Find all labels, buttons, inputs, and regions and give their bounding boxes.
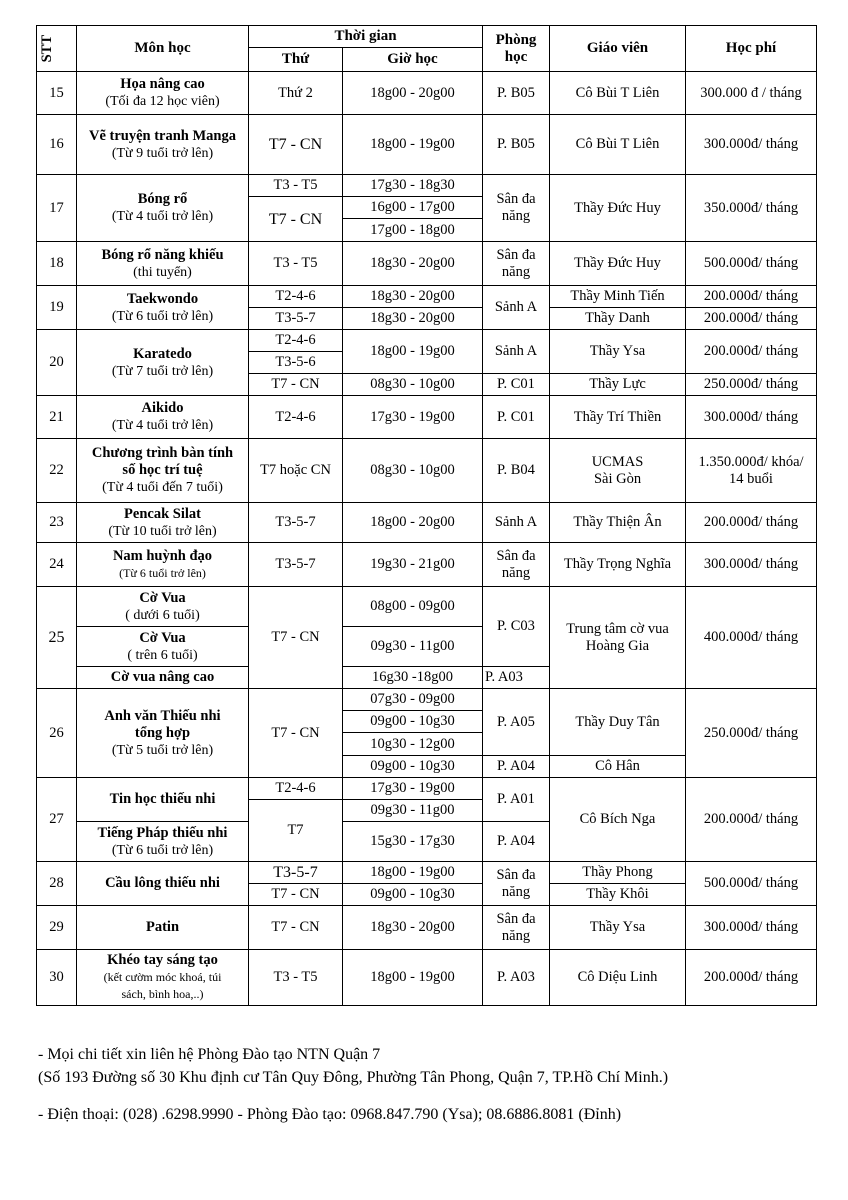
table-row	[37, 115, 817, 175]
fee-cell: 200.000đ/ tháng	[686, 950, 817, 1006]
room-cell: Sân đa năng	[483, 242, 550, 286]
time-cell: 18g00 - 19g00	[343, 862, 483, 884]
time-cell: 15g30 - 17g30	[343, 822, 483, 862]
time-header: Thời gian	[249, 26, 483, 48]
room-cell: P. A03	[483, 667, 550, 689]
time-cell: 17g00 - 18g00	[343, 219, 483, 242]
row-number: 30	[37, 950, 77, 1006]
day-cell: T3-5-7	[249, 543, 343, 587]
room-cell: Sân đa năng	[483, 175, 550, 242]
time-cell: 08g30 - 10g00	[343, 374, 483, 396]
room-cell: Sảnh A	[483, 286, 550, 330]
fee-cell: 500.000đ/ tháng	[686, 862, 817, 906]
subject-cell: Bóng rổ năng khiếu (thi tuyển)	[77, 242, 249, 286]
teacher-cell: Thầy Danh	[550, 308, 686, 330]
table-row	[37, 950, 817, 1006]
table-row	[37, 543, 817, 587]
day-cell: T7 hoặc CN	[249, 439, 343, 503]
room-cell: P. A04	[483, 822, 550, 862]
subject-cell: Chương trình bàn tính số học trí tuệ (Từ 4 tuổi đến 7 tuổi)	[77, 439, 249, 503]
room-cell: Sảnh A	[483, 503, 550, 543]
time-cell: 17g30 - 19g00	[343, 778, 483, 800]
fee-cell: 500.000đ/ tháng	[686, 242, 817, 286]
schedule-table	[36, 25, 817, 1006]
subject-cell: Karatedo (Từ 7 tuổi trở lên)	[77, 330, 249, 396]
row-number: 26	[37, 689, 77, 778]
teacher-cell: Thầy Thiện Ân	[550, 503, 686, 543]
subject-cell: Cờ vua nâng cao	[77, 667, 249, 689]
fee-cell: 200.000đ/ tháng	[686, 286, 817, 308]
subject-cell: Tiếng Pháp thiếu nhi (Từ 6 tuổi trở lên)	[77, 822, 249, 862]
teacher-cell: UCMAS Sài Gòn	[550, 439, 686, 503]
fee-cell: 200.000đ/ tháng	[686, 330, 817, 374]
teacher-cell: Thầy Ysa	[550, 906, 686, 950]
time-cell: 18g00 - 20g00	[343, 72, 483, 115]
fee-cell: 300.000đ/ tháng	[686, 906, 817, 950]
subject-cell: Patin	[77, 906, 249, 950]
day-cell: T3-5-6	[249, 352, 343, 374]
day-cell: T2-4-6	[249, 286, 343, 308]
table-row	[37, 587, 817, 627]
subject-cell: Pencak Silat (Từ 10 tuổi trở lên)	[77, 503, 249, 543]
subject-cell: Khéo tay sáng tạo (kết cườm móc khoá, túi sách, bình hoa,..)	[77, 950, 249, 1006]
subject-cell: Cờ Vua ( dưới 6 tuổi)	[77, 587, 249, 627]
time-cell: 18g00 - 19g00	[343, 115, 483, 175]
fee-cell: 300.000đ/ tháng	[686, 396, 817, 439]
table-row	[37, 396, 817, 439]
fee-cell: 300.000đ/ tháng	[686, 115, 817, 175]
day-cell: T3 - T5	[249, 175, 343, 197]
teacher-cell: Thầy Duy Tân	[550, 689, 686, 756]
table-row	[37, 286, 817, 308]
table-row	[37, 906, 817, 950]
row-number: 16	[37, 115, 77, 175]
time-cell: 10g30 - 12g00	[343, 733, 483, 756]
time-cell: 09g00 - 10g30	[343, 884, 483, 906]
contact-notes	[38, 1043, 818, 1126]
day-header: Thứ	[249, 48, 343, 72]
time-cell: 16g30 -18g00	[343, 667, 483, 689]
day-cell: Thứ 2	[249, 72, 343, 115]
teacher-cell: Thầy Đức Huy	[550, 175, 686, 242]
time-cell: 16g00 - 17g00	[343, 197, 483, 219]
fee-cell: 250.000đ/ tháng	[686, 374, 817, 396]
day-cell: T7	[249, 800, 343, 862]
fee-cell: 200.000đ/ tháng	[686, 308, 817, 330]
fee-cell: 350.000đ/ tháng	[686, 175, 817, 242]
teacher-cell: Thầy Trọng Nghĩa	[550, 543, 686, 587]
table-row	[37, 242, 817, 286]
subject-cell: Aikido (Từ 4 tuổi trở lên)	[77, 396, 249, 439]
time-cell: 08g30 - 10g00	[343, 439, 483, 503]
day-cell: T3-5-7	[249, 862, 343, 884]
day-cell: T7 - CN	[249, 689, 343, 778]
room-header: Phòng học	[483, 26, 550, 72]
room-cell: P. C03	[483, 587, 550, 667]
room-cell: P. A03	[483, 950, 550, 1006]
time-cell: 09g00 - 10g30	[343, 756, 483, 778]
subject-cell: Vẽ truyện tranh Manga (Từ 9 tuổi trở lên)	[77, 115, 249, 175]
row-number: 17	[37, 175, 77, 242]
teacher-cell: Thầy Trí Thiền	[550, 396, 686, 439]
teacher-cell: Thầy Lực	[550, 374, 686, 396]
room-cell: P. A01	[483, 778, 550, 822]
room-cell: Sân đa năng	[483, 906, 550, 950]
room-cell: Sảnh A	[483, 330, 550, 374]
table-row	[37, 72, 817, 115]
time-cell: 18g00 - 20g00	[343, 503, 483, 543]
subject-cell: Nam huỳnh đạo (Từ 6 tuổi trở lên)	[77, 543, 249, 587]
fee-cell: 1.350.000đ/ khóa/ 14 buổi	[686, 439, 817, 503]
teacher-cell: Cô Bùi T Liên	[550, 72, 686, 115]
room-cell: P. B04	[483, 439, 550, 503]
header-row	[37, 26, 817, 48]
time-cell: 18g30 - 20g00	[343, 286, 483, 308]
room-cell: P. C01	[483, 396, 550, 439]
day-cell: T3 - T5	[249, 950, 343, 1006]
row-number: 15	[37, 72, 77, 115]
day-cell: T2-4-6	[249, 778, 343, 800]
teacher-cell: Cô Bích Nga	[550, 778, 686, 862]
day-cell: T2-4-6	[249, 330, 343, 352]
subject-header: Môn học	[77, 26, 249, 72]
time-cell: 17g30 - 18g30	[343, 175, 483, 197]
address-line: (Số 193 Đường số 30 Khu định cư Tân Quy Đông, Phường Tân Phong, Quận 7, TP.Hồ Chí Minh.)	[38, 1069, 669, 1086]
teacher-cell: Thầy Khôi	[550, 884, 686, 906]
phone-line: - Điện thoại: (028) .6298.9990 - Phòng Đào tạo: 0968.847.790 (Ysa); 08.6886.8081 (Đỉnh)	[38, 1106, 622, 1123]
subject-cell: Anh văn Thiếu nhi tổng hợp (Từ 5 tuổi trở lên)	[77, 689, 249, 778]
day-cell: T7 - CN	[249, 884, 343, 906]
table-row	[37, 330, 817, 352]
table-row	[37, 862, 817, 884]
time-cell: 18g00 - 19g00	[343, 330, 483, 374]
hours-header: Giờ học	[343, 48, 483, 72]
room-cell: Sân đa năng	[483, 862, 550, 906]
day-cell: T2-4-6	[249, 396, 343, 439]
fee-cell: 200.000đ/ tháng	[686, 503, 817, 543]
subject-cell: Cầu lông thiếu nhi	[77, 862, 249, 906]
table-row	[37, 778, 817, 800]
fee-cell: 200.000đ/ tháng	[686, 778, 817, 862]
fee-cell: 300.000đ/ tháng	[686, 543, 817, 587]
time-cell: 18g30 - 20g00	[343, 242, 483, 286]
row-number: 28	[37, 862, 77, 906]
row-number: 21	[37, 396, 77, 439]
teacher-cell: Cô Diệu Linh	[550, 950, 686, 1006]
day-cell: T7 - CN	[249, 115, 343, 175]
table-row	[37, 503, 817, 543]
row-number: 22	[37, 439, 77, 503]
teacher-cell: Thầy Ysa	[550, 330, 686, 374]
time-cell: 07g30 - 09g00	[343, 689, 483, 711]
day-cell: T7 - CN	[249, 587, 343, 689]
day-cell: T3 - T5	[249, 242, 343, 286]
teacher-header: Giáo viên	[550, 26, 686, 72]
time-cell: 18g30 - 20g00	[343, 308, 483, 330]
row-number: 29	[37, 906, 77, 950]
row-number: 23	[37, 503, 77, 543]
subject-cell: Taekwondo (Từ 6 tuổi trở lên)	[77, 286, 249, 330]
day-cell: T7 - CN	[249, 906, 343, 950]
fee-cell: 250.000đ/ tháng	[686, 689, 817, 778]
teacher-cell: Trung tâm cờ vua Hoàng Gia	[550, 587, 686, 689]
row-number: 24	[37, 543, 77, 587]
time-cell: 18g00 - 19g00	[343, 950, 483, 1006]
day-cell: T7 - CN	[249, 197, 343, 242]
fee-cell: 400.000đ/ tháng	[686, 587, 817, 689]
teacher-cell: Cô Bùi T Liên	[550, 115, 686, 175]
teacher-cell: Thầy Minh Tiến	[550, 286, 686, 308]
room-cell: P. B05	[483, 115, 550, 175]
row-number: 19	[37, 286, 77, 330]
fee-cell: 300.000 đ / tháng	[686, 72, 817, 115]
table-row	[37, 439, 817, 503]
stt-header: STT	[37, 26, 77, 72]
room-cell: P. B05	[483, 72, 550, 115]
row-number: 25	[37, 587, 77, 689]
row-number: 20	[37, 330, 77, 396]
fee-header: Học phí	[686, 26, 817, 72]
room-cell: P. A04	[483, 756, 550, 778]
row-number: 27	[37, 778, 77, 862]
time-cell: 09g30 - 11g00	[343, 800, 483, 822]
teacher-cell: Cô Hân	[550, 756, 686, 778]
day-cell: T7 - CN	[249, 374, 343, 396]
teacher-cell: Thầy Đức Huy	[550, 242, 686, 286]
contact-line: - Mọi chi tiết xin liên hệ Phòng Đào tạo NTN Quận 7	[38, 1046, 381, 1063]
time-cell: 18g30 - 20g00	[343, 906, 483, 950]
teacher-cell: Thầy Phong	[550, 862, 686, 884]
day-cell: T3-5-7	[249, 308, 343, 330]
time-cell: 09g00 - 10g30	[343, 711, 483, 733]
subject-cell: Tin học thiếu nhi	[77, 778, 249, 822]
time-cell: 08g00 - 09g00	[343, 587, 483, 627]
room-cell: Sân đa năng	[483, 543, 550, 587]
time-cell: 19g30 - 21g00	[343, 543, 483, 587]
subject-cell: Họa nâng cao (Tối đa 12 học viên)	[77, 72, 249, 115]
day-cell: T3-5-7	[249, 503, 343, 543]
time-cell: 17g30 - 19g00	[343, 396, 483, 439]
table-row	[37, 689, 817, 711]
room-cell: P. A05	[483, 689, 550, 756]
subject-cell: Bóng rổ (Từ 4 tuổi trở lên)	[77, 175, 249, 242]
subject-cell: Cờ Vua ( trên 6 tuổi)	[77, 627, 249, 667]
time-cell: 09g30 - 11g00	[343, 627, 483, 667]
row-number: 18	[37, 242, 77, 286]
table-row	[37, 175, 817, 197]
room-cell: P. C01	[483, 374, 550, 396]
